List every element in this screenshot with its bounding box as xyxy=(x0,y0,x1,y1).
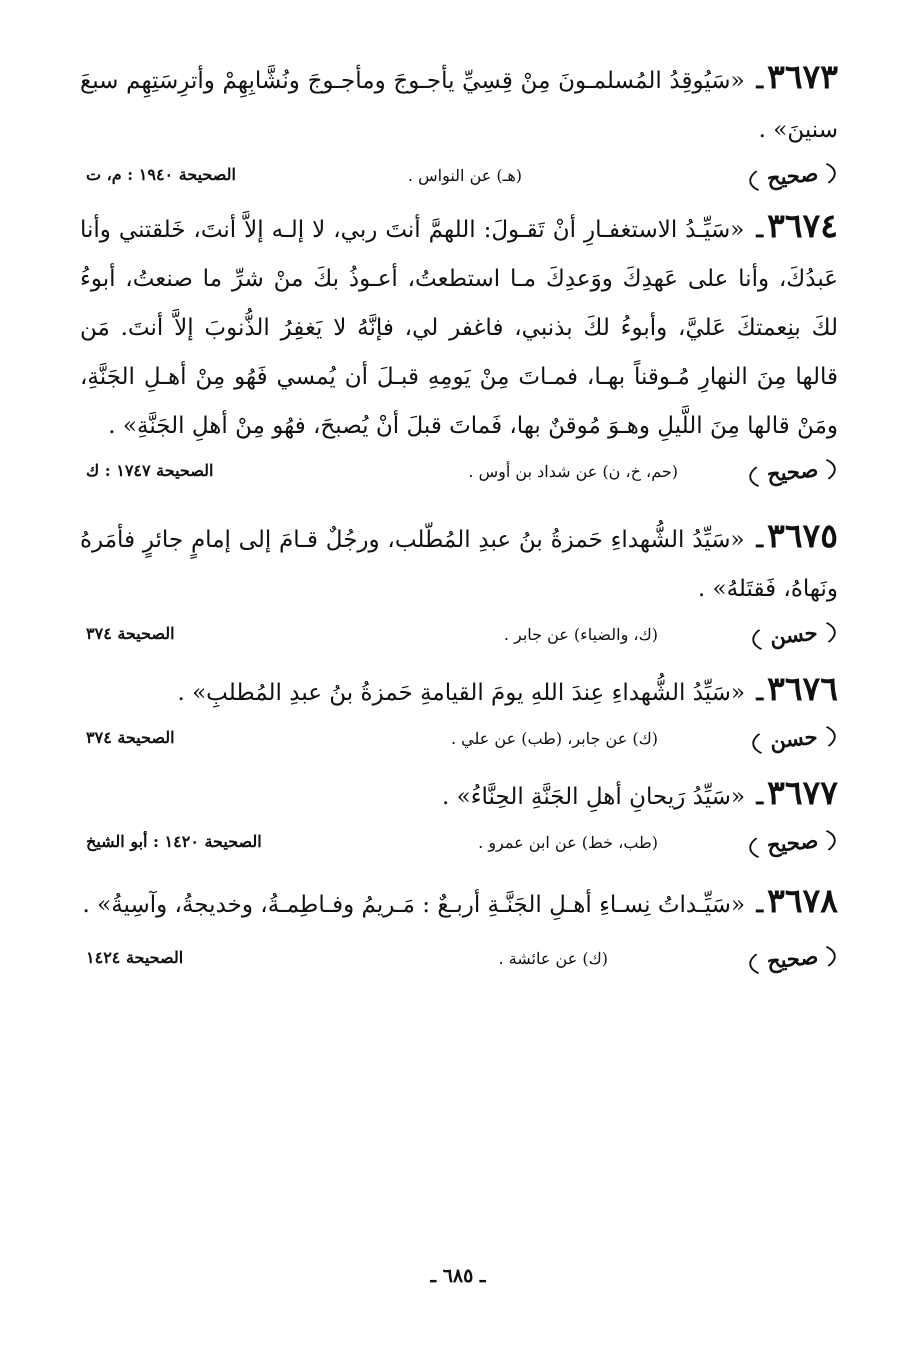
hadith-matn: «سَيِّـداتُ نِسـاءِ أهـلِ الجَنَّـةِ أربـعٌ : مَـريمُ وفـاطِمـةُ، وخديجةُ، وآسِيةُ» . xyxy=(82,892,746,918)
hadith-dash: ـ xyxy=(756,216,764,243)
hadith-dash: ـ xyxy=(756,526,764,553)
grade-badge: حسن xyxy=(751,614,838,659)
source-line xyxy=(80,618,838,654)
hadith-dash: ـ xyxy=(756,891,764,918)
hadith-number: ٣٦٧٣ xyxy=(767,57,839,96)
hadith-text xyxy=(80,201,838,451)
hadith-entry-3674 xyxy=(80,201,838,491)
source-narrator: (طب، خط) عن ابن عمرو . xyxy=(478,833,658,852)
hadith-dash: ـ xyxy=(756,783,764,810)
source-line xyxy=(80,455,838,491)
reference: الصحيحة ١٩٤٠ : م، ت xyxy=(86,165,236,184)
hadith-number: ٣٦٧٤ xyxy=(767,206,839,245)
hadith-number: ٣٦٧٨ xyxy=(767,881,838,920)
grade-badge: صحيح xyxy=(747,822,838,867)
hadith-number: ٣٦٧٥ xyxy=(767,516,838,555)
hadith-entry-3678 xyxy=(80,876,838,978)
hadith-entry-3675 xyxy=(80,511,838,654)
source-narrator: (حم، خ، ن) عن شداد بن أوس . xyxy=(468,462,678,481)
hadith-entry-3673 xyxy=(80,52,838,195)
hadith-matn: «سَيِّـدُ الاستغفـارِ أنْ تَقـولَ: اللهمَّ أنتَ ربي، لا إلـه إلاَّ أنتَ، خَلقتني وأنا عَبدُكَ، وأنا على عَهدِكَ ووَعدِكَ مـا استطعتُ، أعـوذُ بكَ منْ شرِّ ما صنعتُ، أبوءُ لكَ بنِعمتكَ عَليَّ، وأبوءُ لكَ بذنبي، فاغفر لي، فإنَّهُ لا يَغفِرُ الذُّنوبَ إلاَّ أنتَ. مَن قالها مِنَ النهارِ مُـوقناً بهـا، فمـاتَ مِنْ يَومِهِ قبـلَ أن يُمسي فَهُو مِنْ أهـلِ الجَنَّةِ، ومَنْ قالها مِنَ اللَّيلِ وهـوَ مُوقنٌ بها، فَماتَ قبلَ أنْ يُصبحَ، فهُو مِنْ أهلِ الجَنَّةِ» . xyxy=(80,217,838,439)
grade-badge: حسن xyxy=(751,718,838,763)
hadith-matn: «سَيِّدُ رَيحانِ أهلِ الجَنَّةِ الحِنَّاءُ» . xyxy=(442,784,746,810)
hadith-number: ٣٦٧٦ xyxy=(767,669,838,708)
hadith-text xyxy=(80,664,838,718)
hadith-matn: «سَيِّدُ الشُّهداءِ عِندَ اللهِ يومَ القيامةِ حَمزةُ بنُ عبدِ المُطلبِ» . xyxy=(177,680,746,706)
reference: الصحيحة ٣٧٤ xyxy=(86,624,175,643)
reference: الصحيحة ٣٧٤ xyxy=(86,728,175,747)
reference: الصحيحة ١٧٤٧ : ك xyxy=(86,461,214,480)
hadith-matn: «سَيُوقِدُ المُسلمـونَ مِنْ قِسِيِّ يأجـوجَ ومأجـوجَ ونُشَّابِهِمْ وأترِسَتِهِم سبعَ سنينَ» . xyxy=(80,68,838,143)
page-number: ـ ٦٨٥ ـ xyxy=(430,1265,486,1287)
source-narrator: (ك، والضياء) عن جابر . xyxy=(503,625,658,644)
source-narrator: (ك) عن عائشة . xyxy=(498,949,608,968)
source-line xyxy=(80,826,838,862)
source-line xyxy=(80,159,838,195)
hadith-number: ٣٦٧٧ xyxy=(767,773,838,812)
hadith-dash: ـ xyxy=(756,679,764,706)
reference: الصحيحة ١٤٢٠ : أبو الشيخ xyxy=(86,832,262,851)
grade-badge: صحيح xyxy=(747,155,838,200)
grade-badge: صحيح xyxy=(747,451,838,496)
reference: الصحيحة ١٤٢٤ xyxy=(86,948,184,967)
source-line xyxy=(80,722,838,758)
source-line xyxy=(80,942,838,978)
hadith-entry-3676 xyxy=(80,664,838,758)
source-narrator: (هـ) عن النواس . xyxy=(407,166,522,185)
source-narrator: (ك) عن جابر، (طب) عن علي . xyxy=(450,729,658,748)
grade-badge: صحيح xyxy=(747,938,838,983)
hadith-matn: «سَيِّدُ الشُّهداءِ حَمزةُ بنُ عبدِ المُطّلب، ورجُلٌ قـامَ إلى إمامٍ جائرٍ فأمَرهُ ونَهاهُ، فَقتَلهُ» . xyxy=(80,527,838,602)
hadith-entry-3677 xyxy=(80,768,838,862)
hadith-text xyxy=(80,876,838,930)
hadith-text xyxy=(80,52,838,155)
hadith-text xyxy=(80,768,838,822)
hadith-text xyxy=(80,511,838,614)
hadith-dash: ـ xyxy=(756,67,764,94)
